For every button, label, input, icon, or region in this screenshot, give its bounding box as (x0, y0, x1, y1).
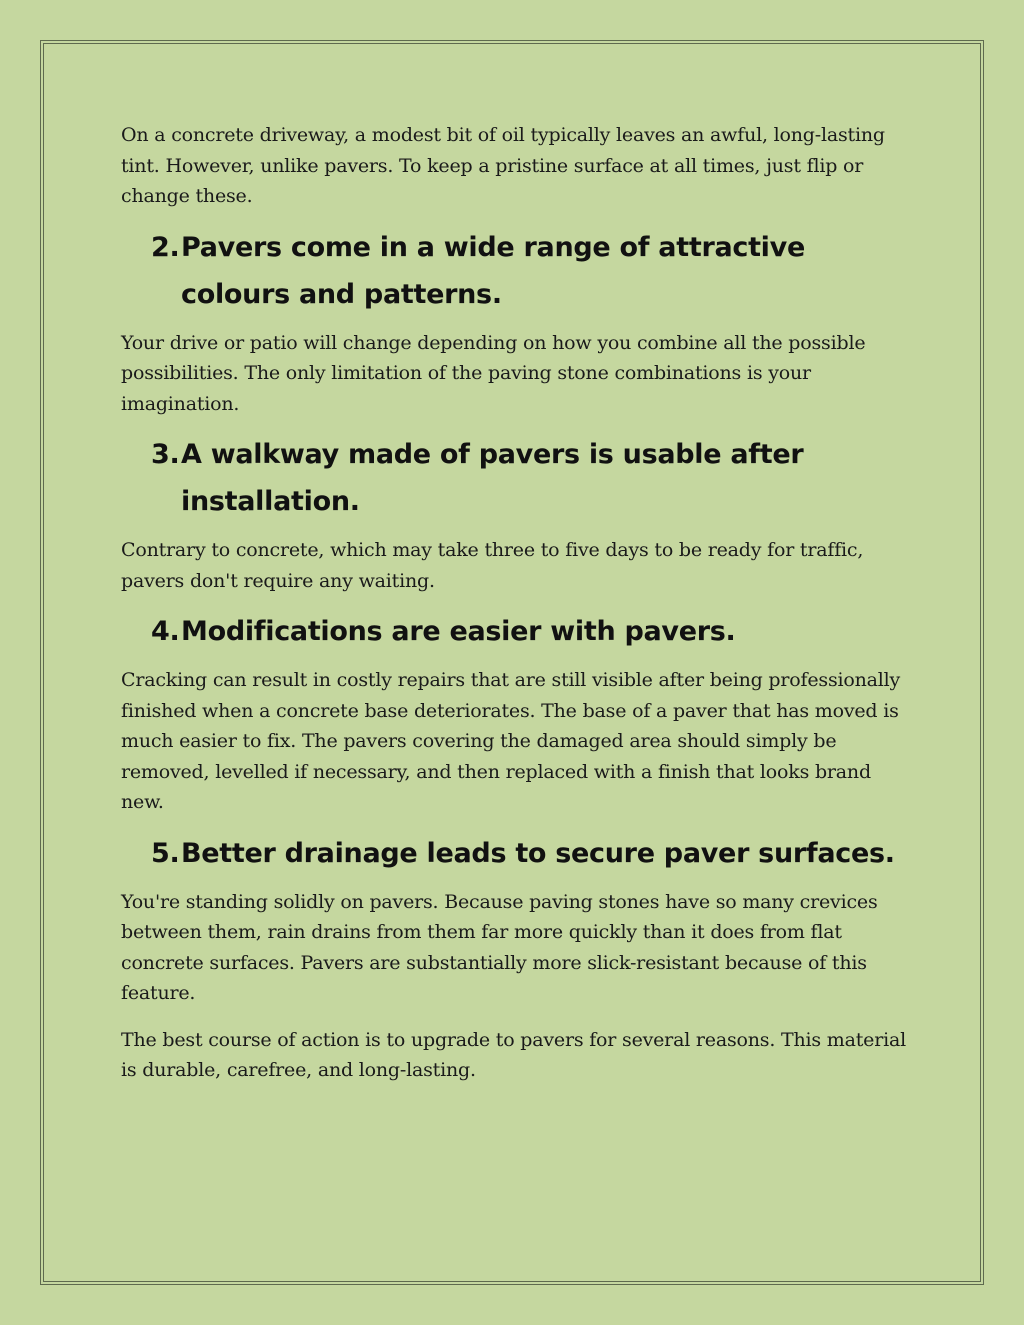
heading-usable-after-installation (121, 431, 911, 525)
paragraph-no-waiting: Contrary to concrete, which may take three to five days to be ready for traffic, pavers don't require any waiting. (121, 539, 864, 592)
heading-drainage (121, 830, 911, 877)
heading-text: Pavers come in a wide range of attractive colours and patterns. (181, 231, 805, 310)
paragraph-combinations: Your drive or patio will change depending on how you combine all the possible possibilities. The only limitation of the paving stone combinations is your imagination. (121, 331, 866, 415)
heading-number: 2. (151, 231, 180, 263)
paragraph-repairs: Cracking can result in costly repairs that are still visible after being professionally finished when a concrete base deteriorates. The base of a paver that has moved is much easier to fix. The pavers covering the damaged area should simply be removed, levelled if necessary, and then replaced with a finish that looks brand new. (121, 669, 901, 813)
heading-text: Better drainage leads to secure paver surfaces. (181, 837, 895, 869)
document-content (121, 120, 911, 1086)
heading-text: Modifications are easier with pavers. (181, 616, 736, 647)
heading-text: A walkway made of pavers is usable after installation. (181, 439, 804, 517)
heading-number: 4. (151, 616, 180, 647)
paragraph-oil-stains: On a concrete driveway, a modest bit of oil typically leaves an awful, long-lasting tint. However, unlike pavers. To keep a pristine surface at all times, just flip or change these. (121, 124, 885, 207)
paragraph-conclusion: The best course of action is to upgrade to pavers for several reasons. This material is durable, carefree, and long-lasting. (121, 1028, 906, 1081)
heading-modifications (121, 608, 911, 655)
paragraph-slick-resistant: You're standing solidly on pavers. Because paving stones have so many crevices between them, rain drains from them far more quickly than it does from flat concrete surfaces. Pavers are substantially more slick-resistant because of this feature. (121, 890, 878, 1004)
heading-number: 3. (151, 439, 180, 470)
heading-colours-patterns (121, 224, 911, 318)
heading-number: 5. (151, 837, 180, 869)
